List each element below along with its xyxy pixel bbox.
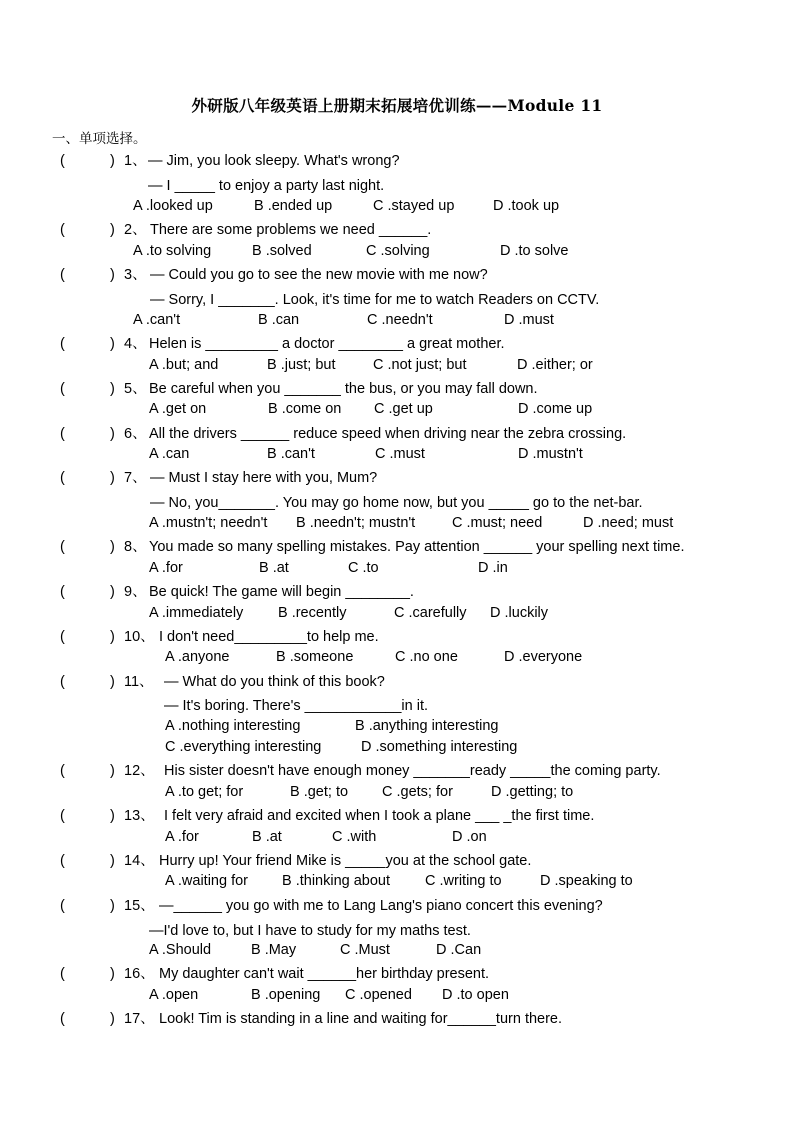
option-c: C .carefully — [394, 605, 467, 621]
option-b: B .recently — [278, 605, 347, 621]
question-stem: There are some problems we need ______. — [150, 222, 432, 238]
option-c: C .not just; but — [373, 357, 467, 373]
option-c: C .get up — [374, 401, 433, 417]
answer-paren-open: ( — [60, 966, 65, 982]
answer-paren-close: ) — [110, 153, 115, 169]
option-c: C .needn't — [367, 312, 433, 328]
answer-paren-close: ) — [110, 336, 115, 352]
option-b: B .can — [258, 312, 300, 328]
question-number: 3、 — [124, 267, 147, 283]
option-d: D .speaking to — [540, 873, 633, 889]
question-number: 15、 — [124, 898, 155, 914]
question-stem: Be quick! The game will begin ________. — [149, 584, 414, 600]
question-stem: I don't need_________to help me. — [159, 629, 379, 645]
question-stem: — What do you think of this book? — [164, 674, 385, 690]
option-d: D .must — [504, 312, 554, 328]
answer-paren-open: ( — [60, 267, 65, 283]
answer-paren-open: ( — [60, 426, 65, 442]
page-title: 外研版八年级英语上册期末拓展培优训练——Module 11 — [191, 96, 603, 115]
section-heading: 一、单项选择。 — [52, 131, 147, 147]
option-a: A .for — [165, 829, 199, 845]
question-number: 14、 — [124, 853, 155, 869]
answer-paren-open: ( — [60, 763, 65, 779]
answer-paren-open: ( — [60, 470, 65, 486]
option-b: B .can't — [267, 446, 315, 462]
answer-paren-close: ) — [110, 808, 115, 824]
question-number: 1、 — [124, 153, 147, 169]
question-stem: Helen is _________ a doctor ________ a great mother. — [149, 336, 505, 352]
answer-paren-open: ( — [60, 853, 65, 869]
answer-paren-close: ) — [110, 381, 115, 397]
option-b: B .May — [251, 942, 297, 958]
option-c: C .gets; for — [382, 784, 453, 800]
question-stem-reply: — I _____ to enjoy a party last night. — [148, 178, 385, 194]
answer-paren-open: ( — [60, 674, 65, 690]
question-stem: Be careful when you _______ the bus, or you may fall down. — [149, 381, 538, 397]
option-a: A .Should — [149, 942, 212, 958]
question-number: 6、 — [124, 426, 147, 442]
question-stem-reply: — No, you_______. You may go home now, but you _____ go to the net-bar. — [150, 495, 643, 511]
option-b: B .get; to — [290, 784, 349, 800]
answer-paren-open: ( — [60, 584, 65, 600]
option-b: B .at — [252, 829, 282, 845]
question-number: 8、 — [124, 539, 147, 555]
question-stem-reply: — Sorry, I _______. Look, it's time for me to watch Readers on CCTV. — [150, 292, 600, 308]
question-stem: All the drivers ______ reduce speed when driving near the zebra crossing. — [149, 426, 627, 442]
option-b: B .come on — [268, 401, 342, 417]
answer-paren-close: ) — [110, 853, 115, 869]
option-c: C .with — [332, 829, 377, 845]
answer-paren-close: ) — [110, 426, 115, 442]
option-d: D .to solve — [500, 243, 569, 259]
answer-paren-open: ( — [60, 153, 65, 169]
question-stem: — Jim, you look sleepy. What's wrong? — [148, 153, 400, 169]
question-number: 4、 — [124, 336, 147, 352]
option-d: D .Can — [436, 942, 482, 958]
answer-paren-open: ( — [60, 808, 65, 824]
question-number: 10、 — [124, 629, 155, 645]
option-d: D .on — [452, 829, 487, 845]
answer-paren-close: ) — [110, 966, 115, 982]
option-d: D .need; must — [583, 515, 674, 531]
option-d: D .come up — [518, 401, 593, 417]
question-stem-reply: —I'd love to, but I have to study for my maths test. — [149, 923, 471, 939]
question-stem: His sister doesn't have enough money _______ready _____the coming party. — [164, 763, 661, 779]
option-a: A .to get; for — [165, 784, 244, 800]
question-stem-reply: — It's boring. There's ____________in it. — [164, 698, 429, 714]
option-a: A .mustn't; needn't — [149, 515, 268, 531]
option-d: D .mustn't — [518, 446, 583, 462]
option-b: B .anything interesting — [355, 718, 499, 734]
option-c: C .no one — [395, 649, 458, 665]
answer-paren-close: ) — [110, 470, 115, 486]
question-stem: — Must I stay here with you, Mum? — [150, 470, 378, 486]
option-d: D .in — [478, 560, 508, 576]
answer-paren-close: ) — [110, 584, 115, 600]
question-number: 13、 — [124, 808, 155, 824]
option-d: D .took up — [493, 198, 560, 214]
option-a: A .can — [149, 446, 190, 462]
option-c: C .must — [375, 446, 425, 462]
answer-paren-close: ) — [110, 1011, 115, 1027]
question-stem: I felt very afraid and excited when I took a plane ___ _the first time. — [164, 808, 595, 824]
option-c: C .everything interesting — [165, 739, 322, 755]
answer-paren-close: ) — [110, 267, 115, 283]
option-a: A .for — [149, 560, 183, 576]
answer-paren-close: ) — [110, 222, 115, 238]
option-c: C .Must — [340, 942, 390, 958]
option-c: C .solving — [366, 243, 430, 259]
option-a: A .immediately — [149, 605, 244, 621]
option-b: B .opening — [251, 987, 321, 1003]
option-d: D .something interesting — [361, 739, 518, 755]
answer-paren-open: ( — [60, 1011, 65, 1027]
option-c: C .opened — [345, 987, 412, 1003]
answer-paren-close: ) — [110, 629, 115, 645]
option-d: D .getting; to — [491, 784, 574, 800]
option-c: C .must; need — [452, 515, 543, 531]
answer-paren-close: ) — [110, 763, 115, 779]
question-number: 12、 — [124, 763, 155, 779]
answer-paren-close: ) — [110, 674, 115, 690]
option-a: A .anyone — [165, 649, 230, 665]
option-b: B .ended up — [254, 198, 333, 214]
option-a: A .nothing interesting — [165, 718, 301, 734]
option-c: C .writing to — [425, 873, 502, 889]
question-number: 16、 — [124, 966, 155, 982]
option-b: B .needn't; mustn't — [296, 515, 416, 531]
option-d: D .to open — [442, 987, 509, 1003]
option-a: A .waiting for — [165, 873, 249, 889]
answer-paren-open: ( — [60, 898, 65, 914]
option-b: B .solved — [252, 243, 312, 259]
answer-paren-open: ( — [60, 222, 65, 238]
question-stem: You made so many spelling mistakes. Pay attention ______ your spelling next time. — [149, 539, 685, 555]
option-a: A .looked up — [133, 198, 213, 214]
question-stem: —______ you go with me to Lang Lang's piano concert this evening? — [159, 898, 603, 914]
question-number: 5、 — [124, 381, 147, 397]
answer-paren-close: ) — [110, 539, 115, 555]
option-b: B .at — [259, 560, 289, 576]
option-d: D .luckily — [490, 605, 549, 621]
option-b: B .thinking about — [282, 873, 391, 889]
option-a: A .to solving — [133, 243, 212, 259]
question-number: 11、 — [124, 674, 154, 690]
answer-paren-open: ( — [60, 336, 65, 352]
option-c: C .to — [348, 560, 379, 576]
option-c: C .stayed up — [373, 198, 455, 214]
option-a: A .get on — [149, 401, 207, 417]
option-a: A .open — [149, 987, 199, 1003]
option-b: B .just; but — [267, 357, 336, 373]
answer-paren-open: ( — [60, 539, 65, 555]
question-stem: My daughter can't wait ______her birthday present. — [159, 966, 490, 982]
question-stem: — Could you go to see the new movie with me now? — [150, 267, 488, 283]
question-stem: Hurry up! Your friend Mike is _____you at the school gate. — [159, 853, 532, 869]
option-d: D .everyone — [504, 649, 583, 665]
question-number: 7、 — [124, 470, 147, 486]
option-b: B .someone — [276, 649, 354, 665]
question-number: 17、 — [124, 1011, 155, 1027]
option-a: A .can't — [133, 312, 181, 328]
question-number: 9、 — [124, 584, 147, 600]
question-number: 2、 — [124, 222, 147, 238]
answer-paren-open: ( — [60, 381, 65, 397]
answer-paren-open: ( — [60, 629, 65, 645]
question-stem: Look! Tim is standing in a line and waiting for______turn there. — [159, 1011, 563, 1027]
option-a: A .but; and — [149, 357, 219, 373]
answer-paren-close: ) — [110, 898, 115, 914]
option-d: D .either; or — [517, 357, 593, 373]
